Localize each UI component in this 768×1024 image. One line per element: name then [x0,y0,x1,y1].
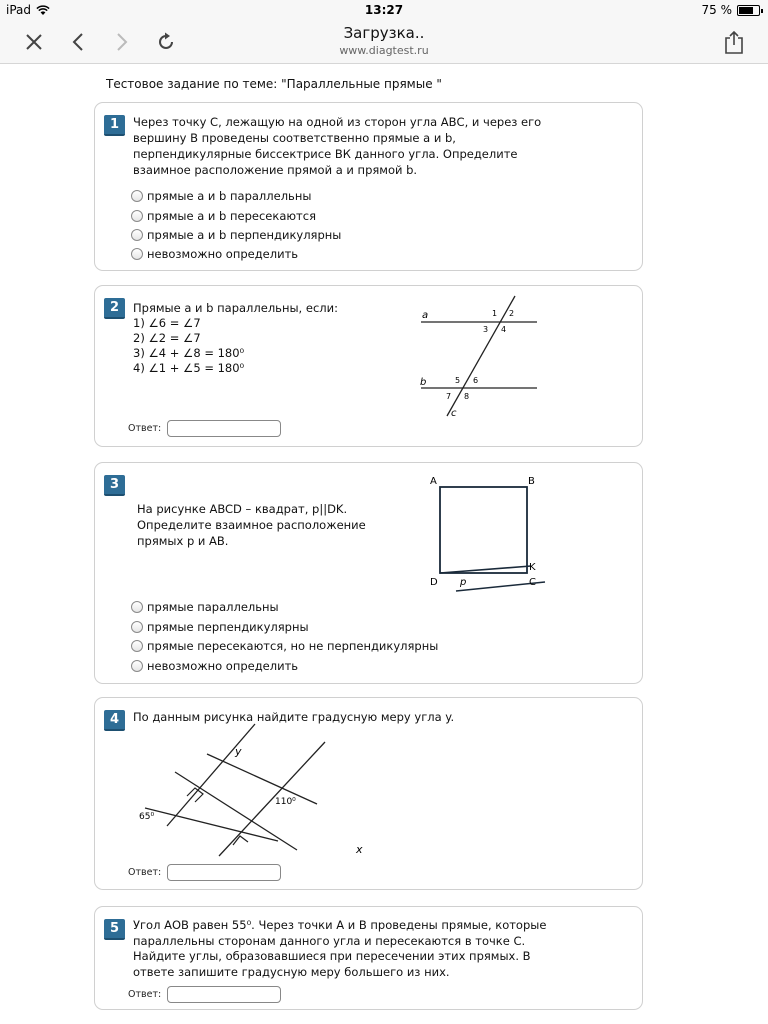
address-bar[interactable]: www.diagtest.ru [339,44,429,57]
question-card-4 [94,697,643,890]
answer-option[interactable]: прямые перпендикулярны [131,620,309,634]
question-number: 5 [104,919,125,940]
page-load-title: Загрузка.. [343,24,425,42]
question-text: Угол АОВ равен 55⁰. Через точки А и В проведены прямые, которые параллельны сторонам данного угла и пересекаются в точке С. Найдите углы, образовавшиеся при пересечении этих прямых. В ответе запишите градусную меру большего из них. [133,918,547,979]
question-card-2 [94,285,643,447]
label-D: D [430,577,438,588]
page-title: Тестовое задание по теме: "Параллельные прямые " [106,77,442,91]
parallel-lines-figure [415,292,545,424]
label-p: p [460,577,467,588]
question-text: Через точку С, лежащую на одной из сторон угла АВС, и через его вершину В проведены соответственно прямые a и b, перпендикулярные биссектрисе ВК данного угла. Определите взаимное расположение прямой a и прямой b. [133,115,542,177]
status-bar [0,0,768,20]
label-y: y [235,745,242,758]
answer-input[interactable] [167,864,281,881]
question-card-1 [94,102,643,271]
battery-icon [737,5,760,16]
radio-button[interactable] [131,621,143,633]
label-angle-110: 110⁰ [275,797,296,807]
question-number: 1 [104,115,125,136]
answer-option[interactable]: невозможно определить [131,247,298,261]
radio-button[interactable] [131,248,143,260]
right-angle-mark [233,836,248,845]
square-abcd [440,487,527,573]
label-angle-65: 65⁰ [139,812,155,822]
angle-label-1: 1 [492,309,498,318]
answer-option[interactable]: прямые пересекаются, но не перпендикулярны [131,639,438,653]
answer-option[interactable]: прямые a и b параллельны [131,189,311,203]
segment-dk [440,566,531,573]
label-x: x [356,843,363,856]
answer-label: Ответ: [128,989,162,1000]
device-name: iPad [6,3,32,17]
label-C: C [529,577,536,588]
radio-button[interactable] [131,190,143,202]
transversal-figure [135,724,363,862]
label-b: b [420,377,427,388]
square-figure [421,469,551,599]
share-icon [724,30,744,54]
answer-option[interactable]: прямые a и b перпендикулярны [131,228,341,242]
angle-label-6: 6 [473,376,479,385]
angle-label-3: 3 [483,325,489,334]
answer-label: Ответ: [128,867,162,878]
answer-input[interactable] [167,420,281,437]
radio-button[interactable] [131,601,143,613]
question-card-3 [94,462,643,684]
question-number: 4 [104,710,125,731]
question-text: По данным рисунка найдите градусную меру угла y. [133,710,455,724]
angle-label-2: 2 [509,309,515,318]
answer-label: Ответ: [128,423,162,434]
label-B: B [528,476,535,487]
answer-input[interactable] [167,986,281,1003]
radio-button[interactable] [131,210,143,222]
angle-label-5: 5 [455,376,461,385]
answer-option[interactable]: прямые a и b пересекаются [131,209,316,223]
browser-toolbar [0,20,768,64]
question-number: 3 [104,475,125,496]
line-c [447,296,515,416]
question-text: Прямые a и b параллельны, если: 1) ∠6 = ∠7 2) ∠2 = ∠7 3) ∠4 + ∠8 = 180⁰ 4) ∠1 + ∠5 = 180⁰ [133,301,338,375]
angle-label-8: 8 [464,392,470,401]
angle-label-4: 4 [501,325,507,334]
label-a: a [422,310,429,321]
question-text: На рисунке ABCD – квадрат, p||DK. Определите взаимное расположение прямых p и AB. [137,502,366,548]
radio-button[interactable] [131,640,143,652]
radio-button[interactable] [131,660,143,672]
clock: 13:27 [364,3,404,17]
label-K: K [529,562,536,573]
share-button[interactable] [720,28,748,56]
answer-option[interactable]: невозможно определить [131,659,298,673]
question-card-5 [94,906,643,1010]
battery-percent: 75 % [701,3,732,17]
answer-option[interactable]: прямые параллельны [131,600,279,614]
radio-button[interactable] [131,229,143,241]
question-number: 2 [104,298,125,319]
label-A: A [430,476,437,487]
angle-label-7: 7 [446,392,452,401]
label-c: c [451,408,457,419]
